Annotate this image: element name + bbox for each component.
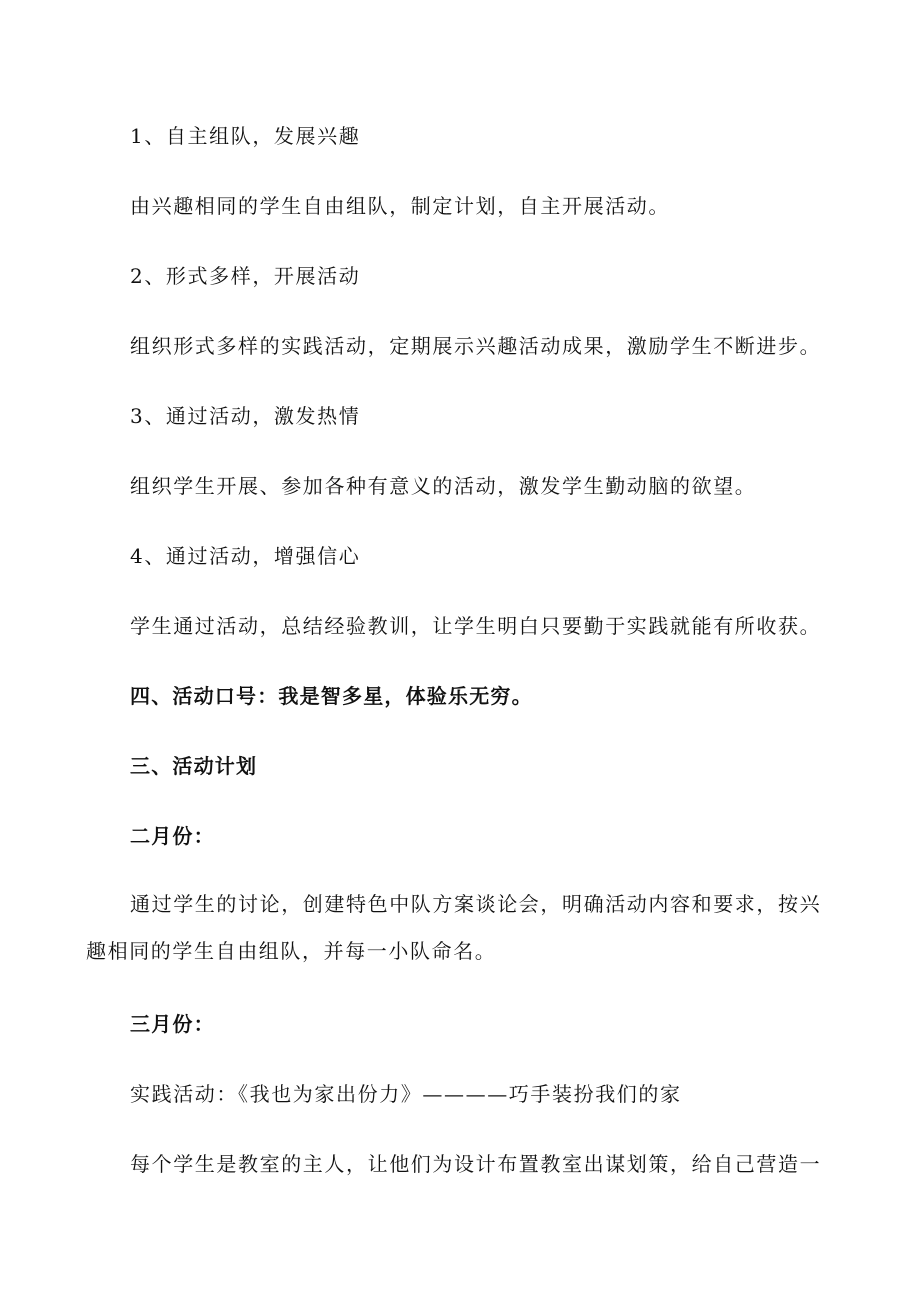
march-heading: 三月份： [130, 1012, 215, 1036]
item-1-body: 由兴趣相同的学生自由组队，制定计划，自主开展活动。 [130, 194, 670, 218]
item-4-heading: 4、通过活动，增强信心 [130, 544, 361, 568]
item-3-body: 组织学生开展、参加各种有意义的活动，激发学生勤动脑的欲望。 [130, 474, 757, 498]
slogan-heading: 四、活动口号：我是智多星，体验乐无穷。 [130, 684, 533, 708]
item-2-heading: 2、形式多样，开展活动 [130, 264, 361, 288]
march-body: 每个学生是教室的主人，让他们为设计布置教室出谋划策，给自己营造一 [130, 1152, 822, 1176]
item-4-body: 学生通过活动，总结经验教训，让学生明白只要勤于实践就能有所收获。 [130, 614, 822, 638]
march-activity: 实践活动：《我也为家出份力》————巧手装扮我们的家 [130, 1082, 682, 1106]
section-plan-heading: 三、活动计划 [130, 754, 258, 778]
february-body: 通过学生的讨论，创建特色中队方案谈论会，明确活动内容和要求，按兴趣相同的学生自由组队，并每一小队命名。 [86, 892, 822, 963]
item-3-heading: 3、通过活动，激发热情 [130, 404, 361, 428]
item-2-body: 组织形式多样的实践活动，定期展示兴趣活动成果，激励学生不断进步。 [130, 334, 822, 358]
february-heading: 二月份： [130, 824, 215, 848]
item-1-heading: 1、自主组队，发展兴趣 [130, 124, 361, 148]
